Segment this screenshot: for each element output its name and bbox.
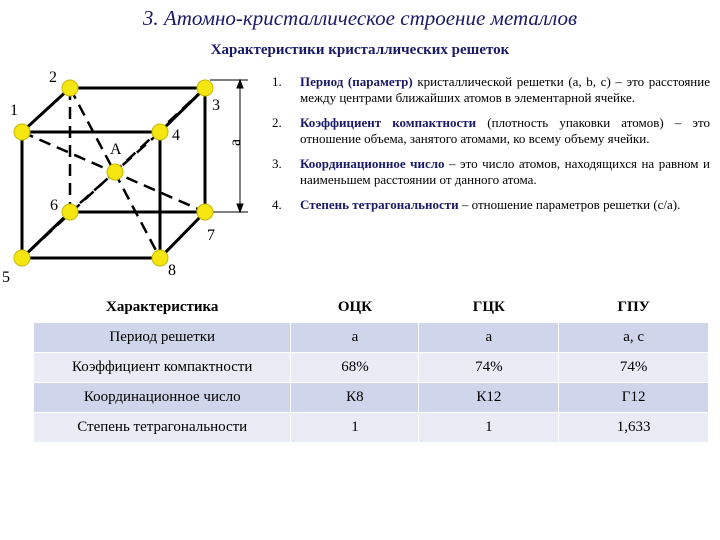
definition-item: [272, 115, 710, 147]
label-4: 4: [172, 127, 180, 144]
table-cell: Степень тетрагональности: [34, 413, 291, 443]
definition-text: – отношение параметров решетки (с/а).: [458, 197, 681, 212]
definition-number: 2.: [272, 115, 282, 130]
header-cell: ГЦК: [419, 292, 559, 323]
page-subtitle: Характеристики кристаллических решеток: [210, 42, 510, 58]
atom-6: [62, 204, 78, 220]
edge-label: a: [227, 138, 244, 146]
label-2: 2: [49, 69, 57, 86]
lattice-characteristics-table: [33, 291, 709, 443]
table-cell: 68%: [291, 353, 419, 383]
table-cell: 1: [419, 413, 559, 443]
atom-1: [14, 124, 30, 140]
atom-center: [107, 164, 123, 180]
table-cell: 74%: [559, 353, 709, 383]
atom-4: [152, 124, 168, 140]
table-cell: 1,633: [559, 413, 709, 443]
table-cell: 74%: [419, 353, 559, 383]
table-cell: Коэффициент компактности: [34, 353, 291, 383]
label-5: 5: [2, 269, 10, 286]
definition-term: Координационное число: [300, 156, 445, 171]
atom-2: [62, 80, 78, 96]
label-8: 8: [168, 262, 176, 279]
table-row: [34, 323, 709, 353]
header-cell: ГПУ: [559, 292, 709, 323]
table-cell: 1: [291, 413, 419, 443]
table-cell: а: [291, 323, 419, 353]
atom-3: [197, 80, 213, 96]
table-cell: К8: [291, 383, 419, 413]
table-cell: Г12: [559, 383, 709, 413]
table-row: [34, 413, 709, 443]
definition-item: [272, 74, 710, 106]
definition-text: кристаллической решетки (а, b, с) – это расстояние между центрами ближайших атомов в элементарной ячейке.: [300, 74, 710, 105]
header-cell: ОЦК: [291, 292, 419, 323]
label-7: 7: [207, 227, 215, 244]
table-row: [34, 383, 709, 413]
table-cell: К12: [419, 383, 559, 413]
definition-item: [272, 197, 710, 213]
table-cell: Период решетки: [34, 323, 291, 353]
label-3: 3: [212, 97, 220, 114]
atom-5: [14, 250, 30, 266]
atom-7: [197, 204, 213, 220]
definition-number: 4.: [272, 197, 282, 212]
definition-text: (плотность упаковки атомов) – это отношение объема, занятого атомами, ко всему объему ячейки.: [300, 115, 711, 146]
label-center: А: [110, 141, 122, 158]
definition-term: Коэффициент компактности: [300, 115, 477, 130]
table-header-row: [34, 292, 709, 323]
header-cell: Характеристика: [34, 292, 291, 323]
label-1: 1: [10, 102, 18, 119]
table-row: [34, 353, 709, 383]
definition-text: – это число атомов, находящихся на равном и наименьшем расстоянии от данного атома.: [300, 156, 710, 187]
definition-term: Период (параметр): [300, 74, 413, 89]
table-cell: а, с: [559, 323, 709, 353]
definition-term: Степень тетрагональности: [300, 197, 459, 212]
page-title: 3. Атомно-кристаллическое строение металлов: [142, 6, 578, 30]
atom-8: [152, 250, 168, 266]
table-cell: а: [419, 323, 559, 353]
definition-number: 1.: [272, 74, 282, 89]
definition-item: [272, 156, 710, 188]
table-cell: Координационное число: [34, 383, 291, 413]
label-6: 6: [50, 197, 58, 214]
definition-number: 3.: [272, 156, 282, 171]
bcc-lattice-diagram: [0, 0, 270, 290]
definitions-list: [272, 74, 710, 222]
